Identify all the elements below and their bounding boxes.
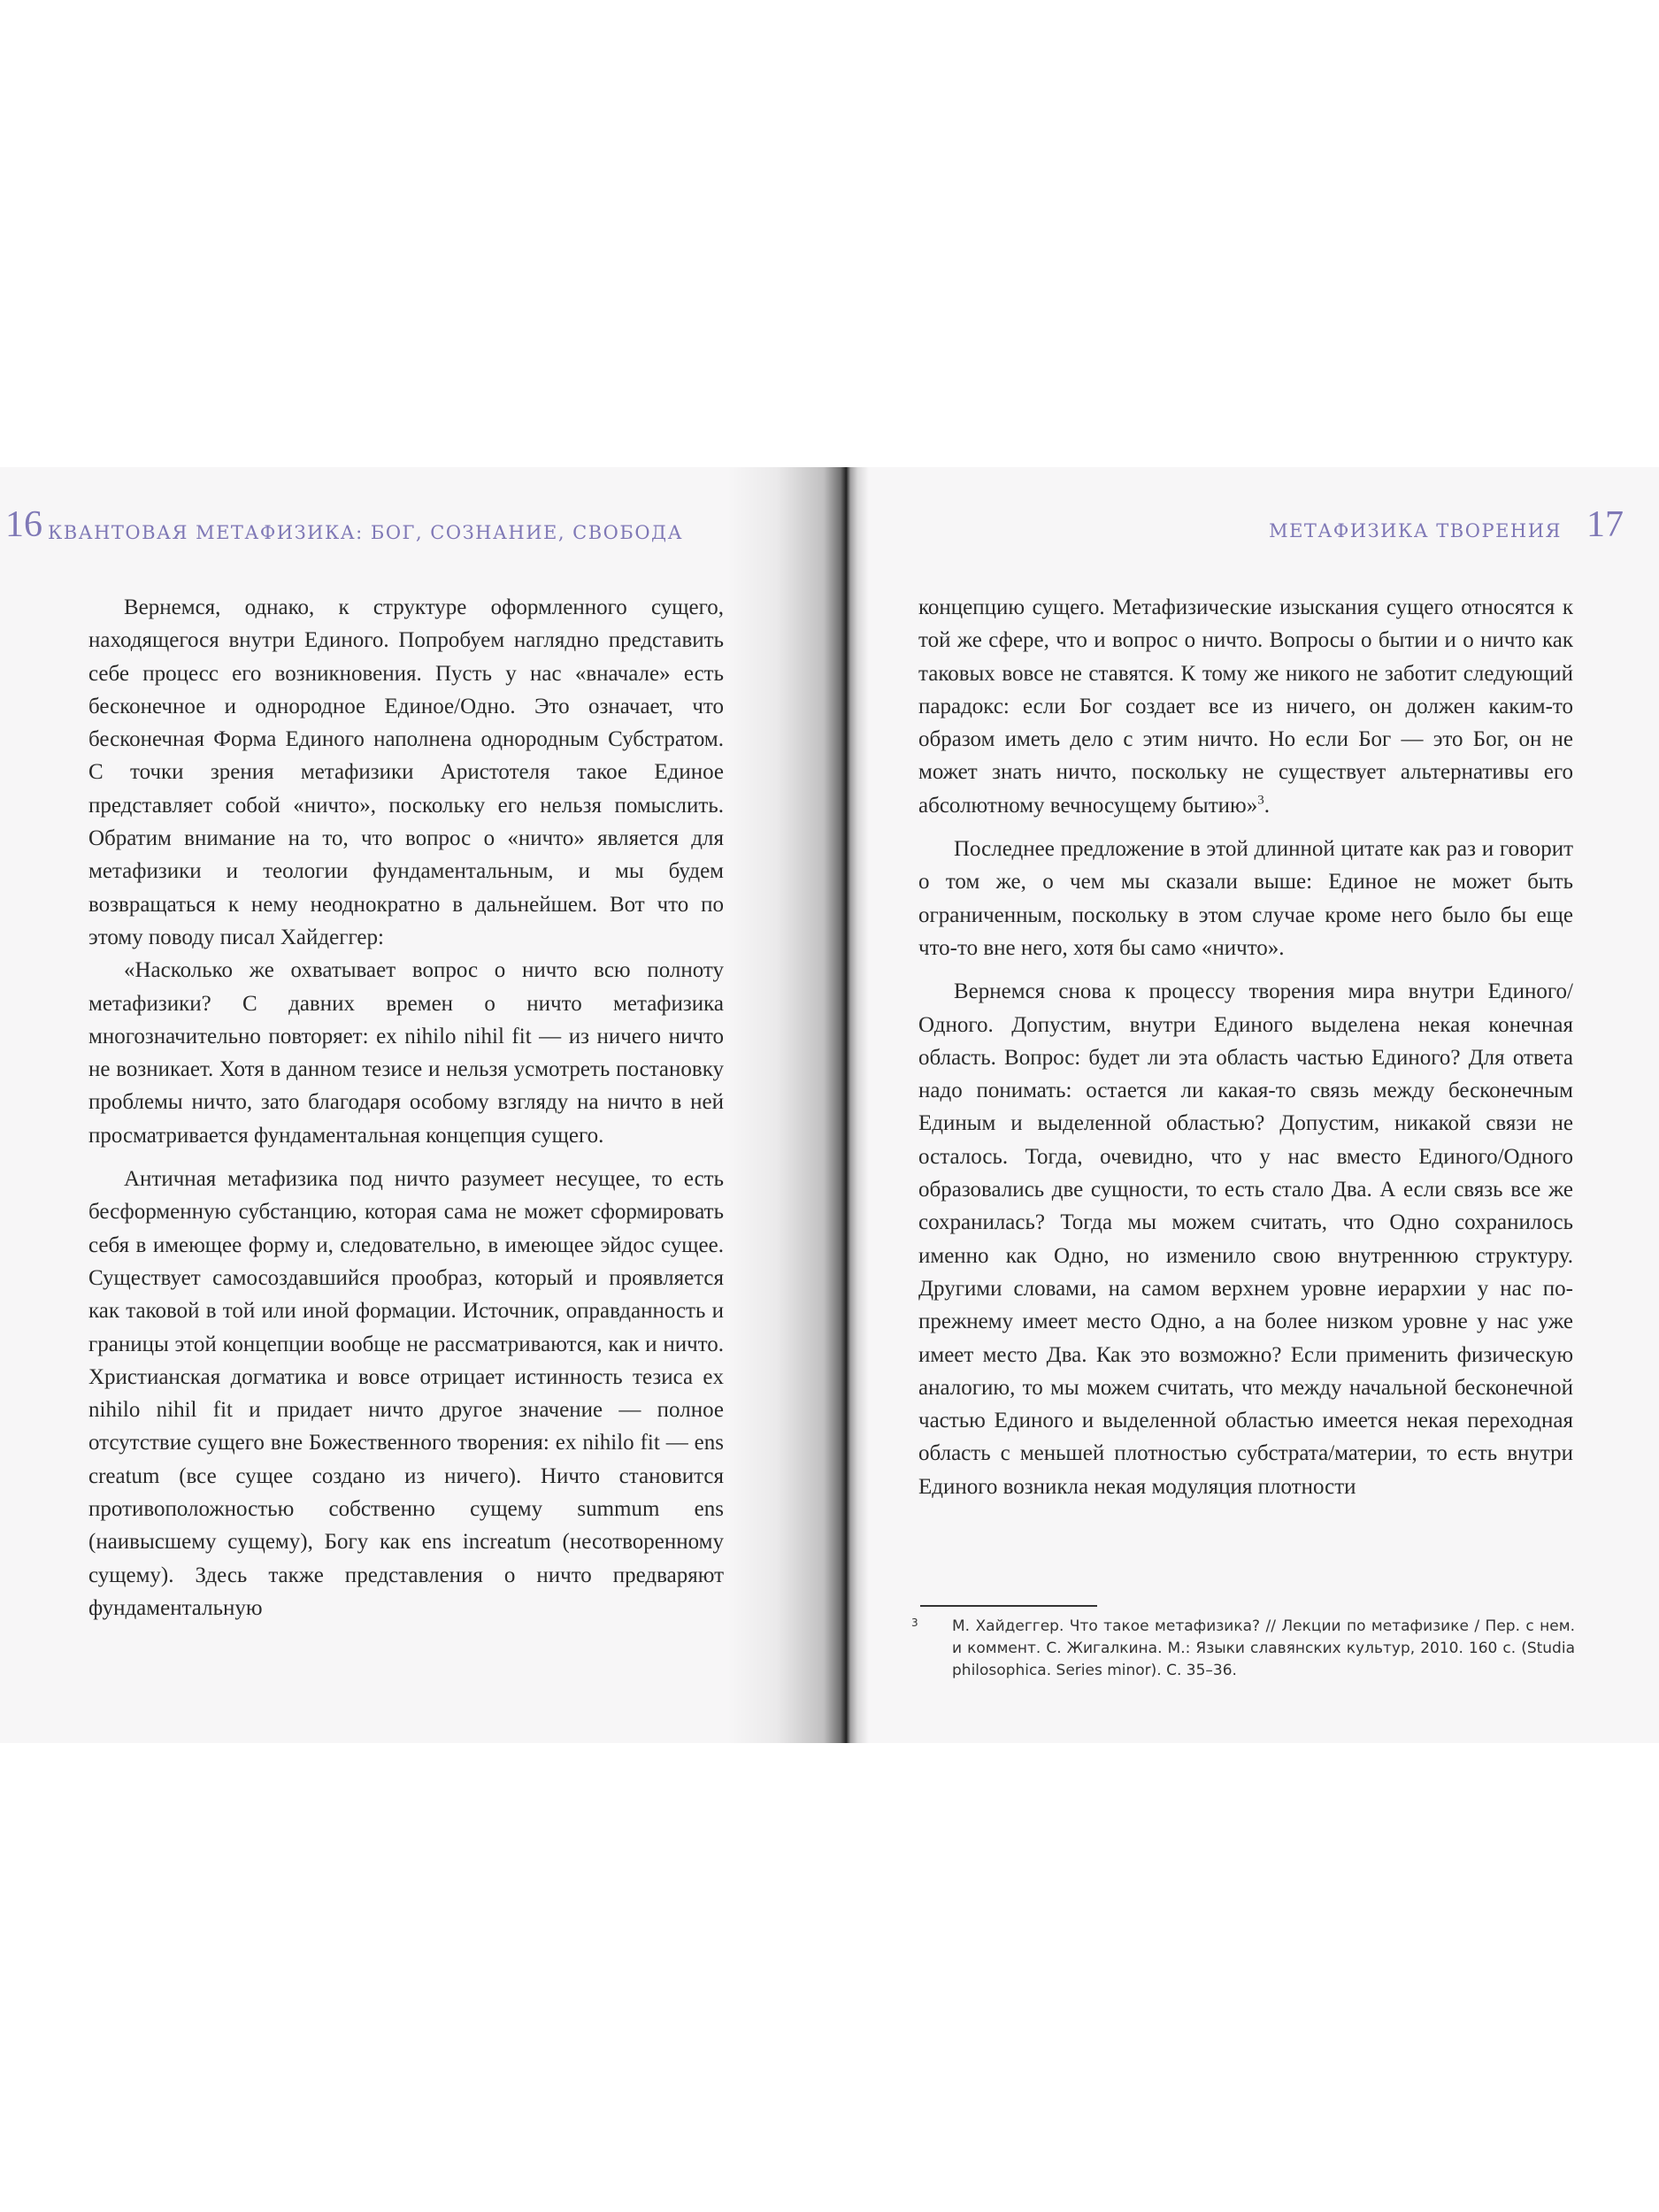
footnote xyxy=(911,1616,1575,1682)
right-running-head: МЕТАФИЗИКА ТВОРЕНИЯ xyxy=(1269,520,1562,541)
paragraph: Античная метафизика под ничто разумеет несущее, то есть бесформенную субстанцию, которая сама не может сформировать себя в имеющее форму и, следовательно, в имеющее эйдос сущее. Существует самосоздавшийся прообраз, который и проявляется как таковой в той или иной формации. Источник, оправданность и границы этой концепции вообще не рассматриваются, как и ничто. Христианская догматика и вовсе отрицает истинность тезиса ex nihilo nihil fit и придает ничто другое значение — полное отсутствие сущего вне Божественного творения: ex nihilo fit — ens creatum (все сущее создано из ничего). Ничто становится противоположностью собственно сущему summum ens (наивысшему сущему), Богу как ens increatum (несотворенному сущему). Здесь также представления о ничто предваряют фундаментальную xyxy=(88,1167,724,1620)
right-page xyxy=(796,467,1659,1743)
paragraph-quote: «Насколько же охватывает вопрос о ничто всю полноту метафизики? С давних времен о ничто метафизика многозначительно повторяет: ex nihilo nihil fit — из ничего ничто не возникает. Хотя в данном тезисе и нельзя усмотреть постановку проблемы ничто, зато благодаря особому взгляду на ничто в ней просматривается фундаментальная концепция сущего. xyxy=(88,958,724,1148)
book-gutter-shadow xyxy=(727,467,869,1743)
book-spread xyxy=(0,467,1659,1743)
paragraph: Последнее предложение в этой длинной цитате как раз и говорит о том же, о чем мы сказали выше: Единое не может быть ограниченным, поскольку в этом случае кроме него было бы еще что-то вне него, хотя бы само «ничто». xyxy=(918,837,1573,960)
right-page-number: 17 xyxy=(1586,504,1624,545)
footnote-text: М. Хайдеггер. Что такое метафизика? // Лекции по метафизике / Пер. с нем. и коммент. С. Жигалкина. М.: Языки славянских культур, 2010. 160 с. (Studia philosophica. Series minor). С. 35–36. xyxy=(952,1617,1575,1679)
paragraph: Вернемся, однако, к структуре оформленного сущего, находящегося внутри Единого. Попробуем наглядно представить себе процесс его возникновения. Пусть у нас «вначале» есть бесконечное и однородное Единое/Одно. Это означает, что бесконечная Форма Единого наполнена однородным Субстратом. С точки зрения метафизики Аристотеля такое Единое представляет собой «ничто», поскольку его нельзя помыслить. Обратим внимание на то, что вопрос о «ничто» является для метафизики и теологии фундаментальным, и мы будем возвращаться к нему неоднократно в дальнейшем. Вот что по этому поводу писал Хайдеггер: xyxy=(88,595,724,949)
left-page-number: 16 xyxy=(5,504,42,545)
right-page-body xyxy=(918,591,1573,1503)
left-page-body xyxy=(88,591,724,1624)
left-page xyxy=(0,467,796,1743)
footnote-reference: 3 xyxy=(1257,793,1264,808)
left-running-head: КВАНТОВАЯ МЕТАФИЗИКА: БОГ, СОЗНАНИЕ, СВОБОДА xyxy=(48,522,684,543)
paragraph-continued: концепцию сущего. Метафизические изыскания сущего относятся к той же сфере, что и вопрос о ничто. Вопросы о бытии и о ничто как таковых вовсе не ставятся. К тому же никого не заботит следующий парадокс: если Бог создает все из ничего, он должен каким-то образом иметь дело с этим ничто. Но если Бог — это Бог, он не может знать ничто, поскольку не существует альтернативы его абсолютному вечносущему бытию»$^3$. xyxy=(918,595,1573,818)
footnote-divider xyxy=(920,1605,1097,1607)
paragraph-text: концепцию сущего. Метафизические изыскания сущего относятся к той же сфере, что и вопрос о ничто. Вопросы о бытии и о ничто как таковых вовсе не ставятся. К тому же никого не заботит следующий парадокс: если Бог создает все из ничего, он должен каким-то образом иметь дело с этим ничто. Но если Бог — это Бог, он не может знать ничто, поскольку не существует альтернативы его абсолютному вечносущему бытию» xyxy=(918,595,1573,818)
paragraph: Вернемся снова к процессу творения мира внутри Единого/Одного. Допустим, внутри Единого выделена некая конечная область. Вопрос: будет ли эта область частью Единого? Для ответа надо понимать: остается ли какая-то связь между бесконечным Единым и выделенной областью? Допустим, никакой связи не осталось. Тогда, очевидно, что у нас вместо Единого/Одного образовались две сущности, то есть стало Два. А если связь все же сохранилась? Тогда мы можем считать, что Одно сохранилось именно как Одно, но изменило свою внутреннюю структуру. Другими словами, на самом верхнем уровне иерархии у нас по-прежнему имеет место Одно, а на более низком уровне у нас уже имеет место Два. Как это возможно? Если применить физическую аналогию, то мы можем считать, что между начальной бесконечной частью Единого и выделенной областью имеется некая переходная область с меньшей плотностью субстрата/материи, то есть внутри Единого возникла некая модуляция плотности xyxy=(918,979,1573,1499)
footnote-mark: 3 xyxy=(911,1617,918,1629)
